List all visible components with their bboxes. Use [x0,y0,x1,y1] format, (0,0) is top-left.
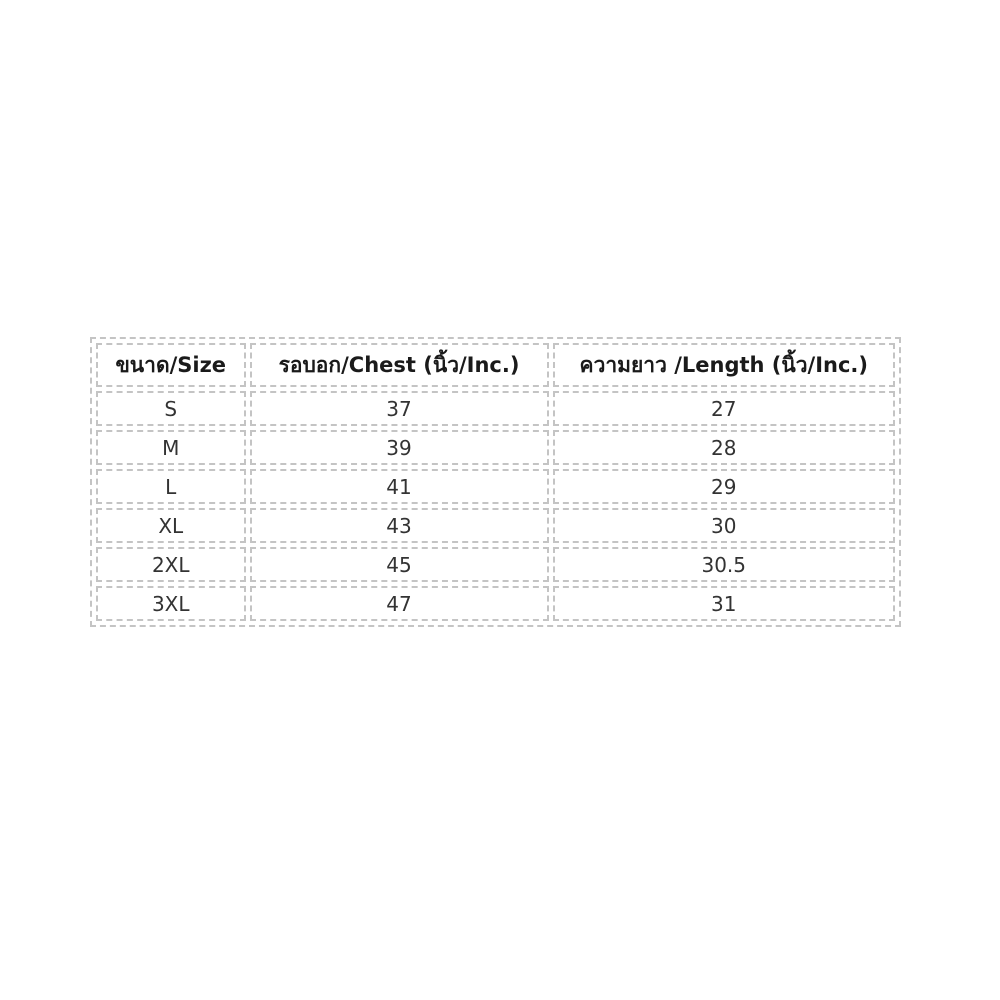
length-cell: 27 [553,391,895,426]
table-row [96,391,895,426]
length-cell: 31 [553,586,895,621]
table-row [96,508,895,543]
size-cell: XL [96,508,246,543]
header-chest: รอบอก/Chest (นิ้ว/Inc.) [250,343,549,387]
length-cell: 30.5 [553,547,895,582]
length-cell: 28 [553,430,895,465]
size-cell: M [96,430,246,465]
table-row [96,469,895,504]
size-chart-table [90,337,901,627]
header-size: ขนาด/Size [96,343,246,387]
table-row [96,547,895,582]
chest-cell: 37 [250,391,549,426]
chest-cell: 43 [250,508,549,543]
table-row [96,430,895,465]
table-row [96,586,895,621]
header-length: ความยาว /Length (นิ้ว/Inc.) [553,343,895,387]
chest-cell: 45 [250,547,549,582]
size-cell: L [96,469,246,504]
header-row [96,343,895,387]
length-cell: 29 [553,469,895,504]
size-cell: 2XL [96,547,246,582]
length-cell: 30 [553,508,895,543]
size-cell: 3XL [96,586,246,621]
size-cell: S [96,391,246,426]
chest-cell: 39 [250,430,549,465]
chest-cell: 41 [250,469,549,504]
chest-cell: 47 [250,586,549,621]
